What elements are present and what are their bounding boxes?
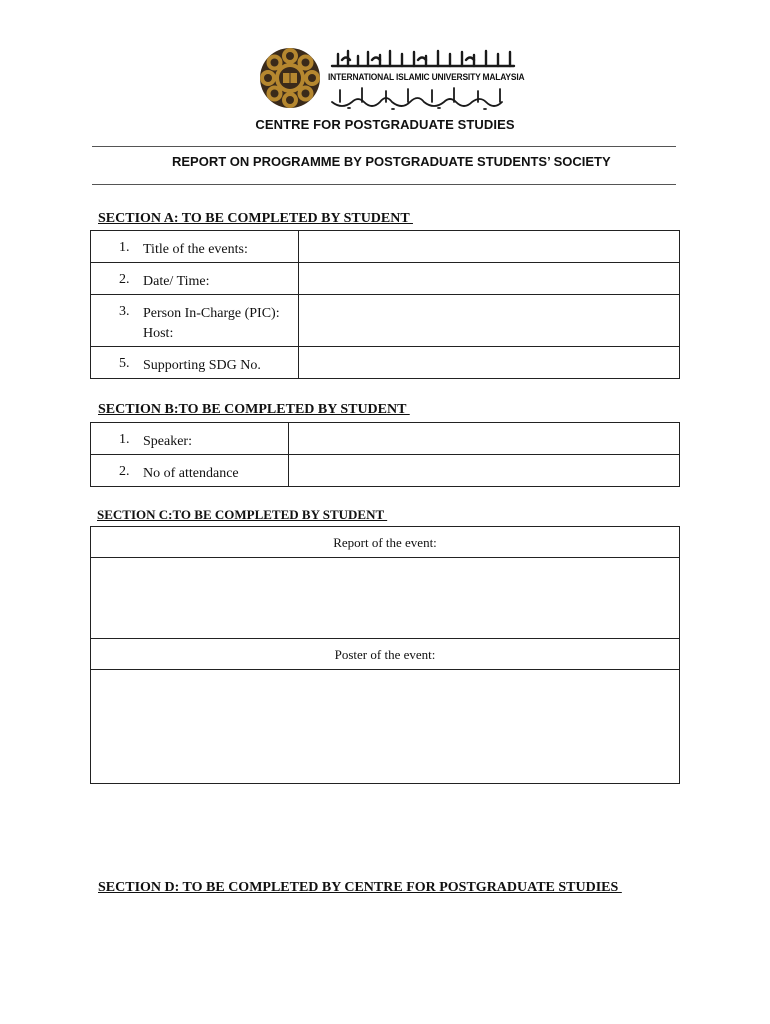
field-label: Speaker:: [143, 434, 192, 449]
table-row: [91, 423, 680, 455]
divider-top: [92, 146, 676, 147]
table-row: [91, 263, 680, 295]
field-label-cell: [91, 455, 289, 487]
university-emblem-icon: [256, 44, 324, 112]
section-c-heading: SECTION C:TO BE COMPLETED BY STUDENT: [97, 507, 388, 522]
divider-bottom: [92, 184, 676, 185]
row-number: 3.: [119, 304, 130, 319]
field-label-cell: [91, 295, 299, 347]
report-label: Report of the event:: [91, 527, 679, 558]
logo-wordmark: [328, 48, 525, 112]
field-label: Date/ Time:: [143, 274, 210, 289]
section-a-heading: SECTION A: TO BE COMPLETED BY STUDENT: [98, 211, 413, 226]
section-d-heading: SECTION D: TO BE COMPLETED BY CENTRE FOR POSTGRADUATE STUDIES: [98, 880, 622, 895]
poster-field[interactable]: [91, 670, 679, 782]
field-label-secondary: Host:: [143, 326, 174, 341]
row-number: 2.: [119, 464, 130, 479]
table-row: [91, 347, 680, 379]
table-row: [91, 295, 680, 347]
field-label: Supporting SDG No.: [143, 358, 261, 373]
field-label: Person In-Charge (PIC):: [143, 306, 280, 321]
section-b-heading: SECTION B:TO BE COMPLETED BY STUDENT: [98, 402, 410, 417]
logo-english-name: INTERNATIONAL ISLAMIC UNIVERSITY MALAYSIA: [328, 72, 525, 82]
field-label-cell: [91, 423, 289, 455]
attendance-field[interactable]: [289, 455, 680, 487]
report-field[interactable]: [91, 558, 679, 639]
row-number: 5.: [119, 356, 130, 371]
report-title: REPORT ON PROGRAMME BY POSTGRADUATE STUDENTS’ SOCIETY: [172, 154, 611, 169]
section-b-table: [90, 422, 680, 487]
pic-host-field[interactable]: [299, 295, 680, 347]
date-time-field[interactable]: [299, 263, 680, 295]
row-number: 1.: [119, 240, 130, 255]
speaker-field[interactable]: [289, 423, 680, 455]
row-number: 2.: [119, 272, 130, 287]
poster-label: Poster of the event:: [91, 639, 679, 670]
field-label-cell: [91, 263, 299, 295]
sdg-number-field[interactable]: [299, 347, 680, 379]
table-row: [91, 231, 680, 263]
section-c-table: [90, 526, 680, 784]
field-label-cell: [91, 347, 299, 379]
table-row: [91, 455, 680, 487]
field-label: No of attendance: [143, 466, 239, 481]
university-logo: [256, 44, 525, 114]
title-of-events-field[interactable]: [299, 231, 680, 263]
logo-arabic-name: [328, 48, 518, 70]
centre-title: CENTRE FOR POSTGRADUATE STUDIES: [255, 117, 515, 132]
row-number: 1.: [119, 432, 130, 447]
logo-jawi-name: [328, 86, 518, 112]
field-label: Title of the events:: [143, 242, 248, 257]
section-a-table: [90, 230, 680, 379]
field-label-cell: [91, 231, 299, 263]
